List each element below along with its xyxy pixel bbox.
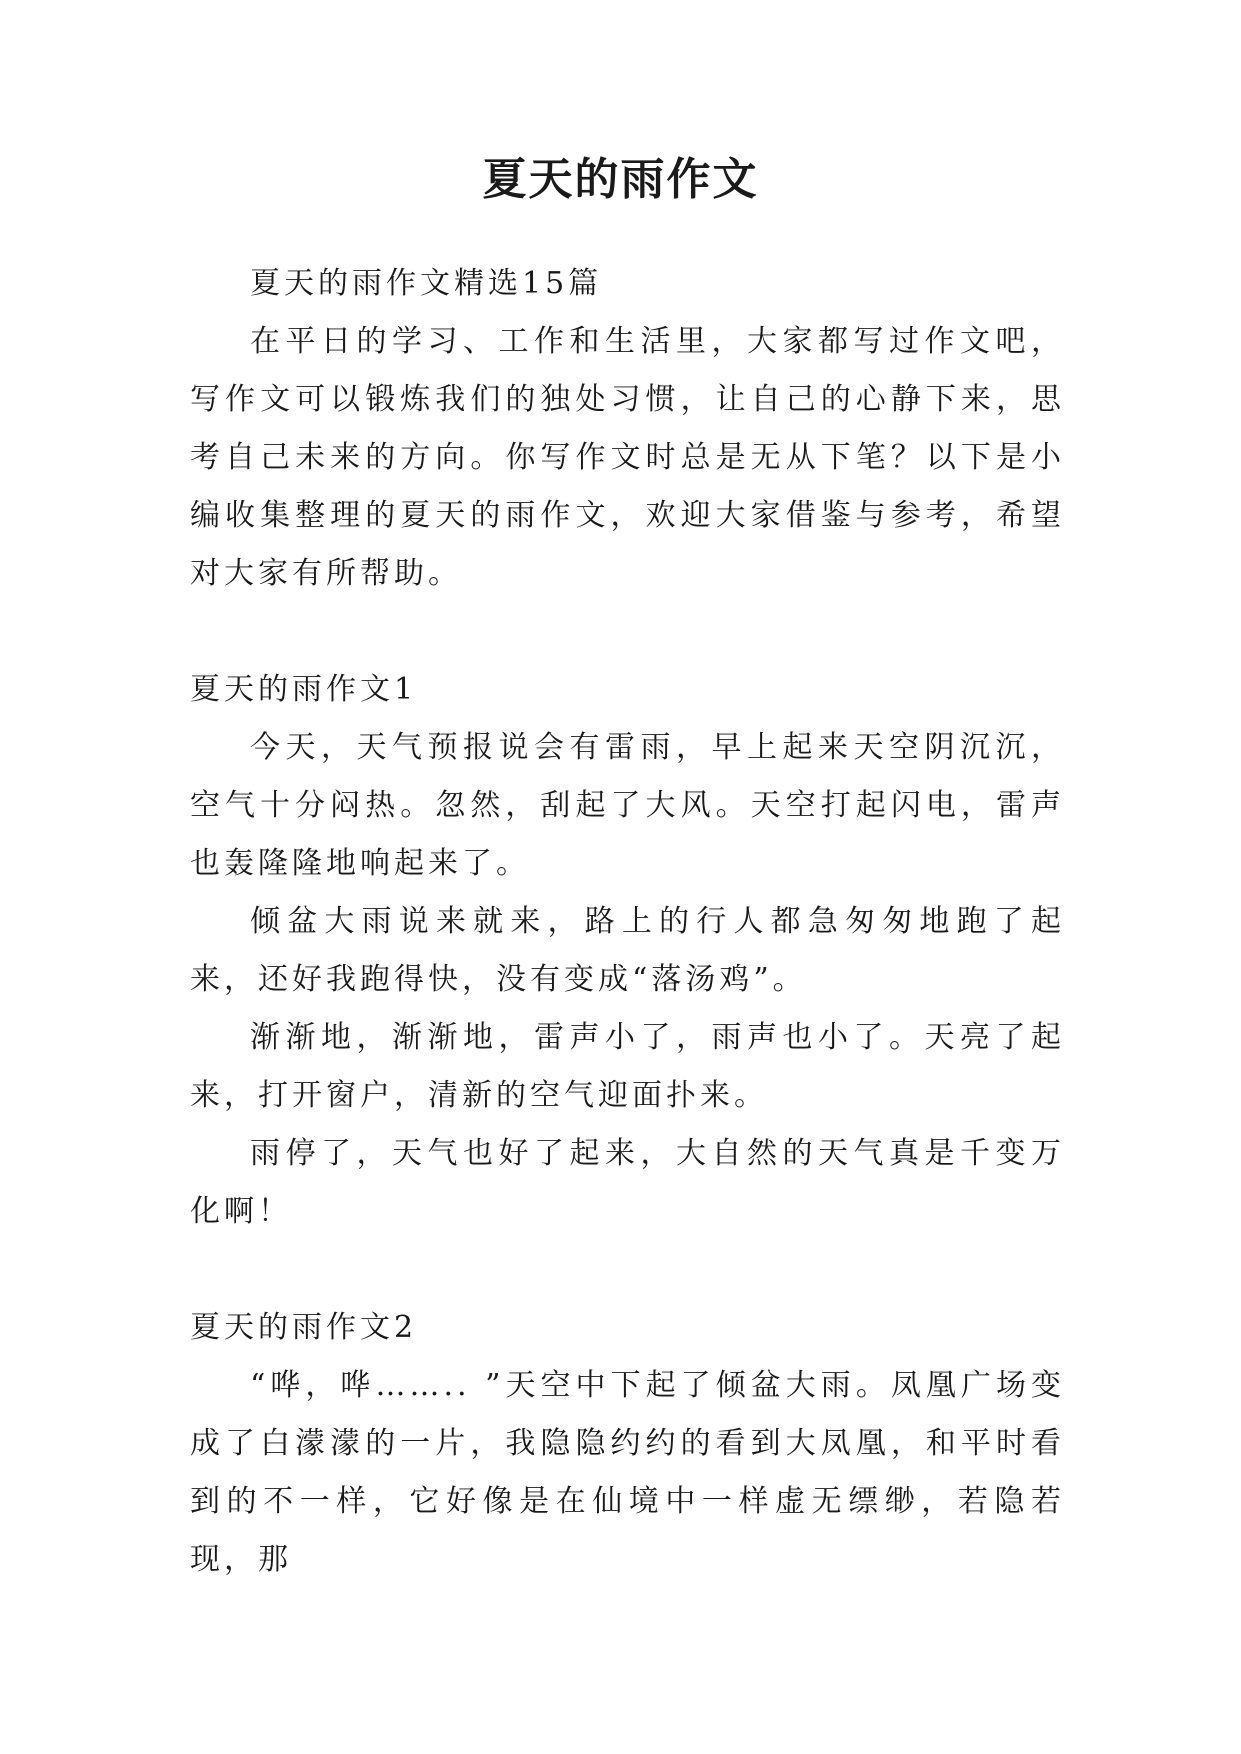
section-2-paragraph: “哗，哗…….. ”天空中下起了倾盆大雨。凤凰广场变成了白濛濛的一片，我隐隐约约的看到大凤凰，和平时看到的不一样，它好像是在仙境中一样虚无缥缈，若隐若现，那 — [190, 1368, 1065, 1577]
intro-paragraph: 在平日的学习、工作和生活里，大家都写过作文吧，写作文可以锻炼我们的独处习惯，让自己的心静下来，思考自己未来的方向。你写作文时总是无从下笔？以下是小编收集整理的夏天的雨作文，欢迎大家借鉴与参考，希望对大家有所帮助。 — [190, 324, 1065, 591]
section-1-paragraph: 雨停了，天气也好了起来，大自然的天气真是千变万化啊！ — [190, 1136, 1065, 1229]
section-1-paragraph: 渐渐地，渐渐地，雷声小了，雨声也小了。天亮了起来，打开窗户，清新的空气迎面扑来。 — [190, 1020, 1065, 1113]
section-spacer — [190, 1241, 1065, 1299]
section-1-paragraph: 倾盆大雨说来就来，路上的行人都急匆匆地跑了起来，还好我跑得快，没有变成“落汤鸡”。 — [190, 904, 1065, 997]
document-body — [190, 255, 1065, 1589]
section-heading-1: 夏天的雨作文1 — [190, 672, 418, 707]
section-spacer — [190, 603, 1065, 661]
collection-subtitle: 夏天的雨作文精选15篇 — [250, 266, 603, 301]
document-title: 夏天的雨作文 — [482, 154, 759, 205]
section-heading-2: 夏天的雨作文2 — [190, 1310, 418, 1345]
section-1-paragraph: 今天，天气预报说会有雷雨，早上起来天空阴沉沉，空气十分闷热。忽然，刮起了大风。天空打起闪电，雷声也轰隆隆地响起来了。 — [190, 730, 1065, 881]
